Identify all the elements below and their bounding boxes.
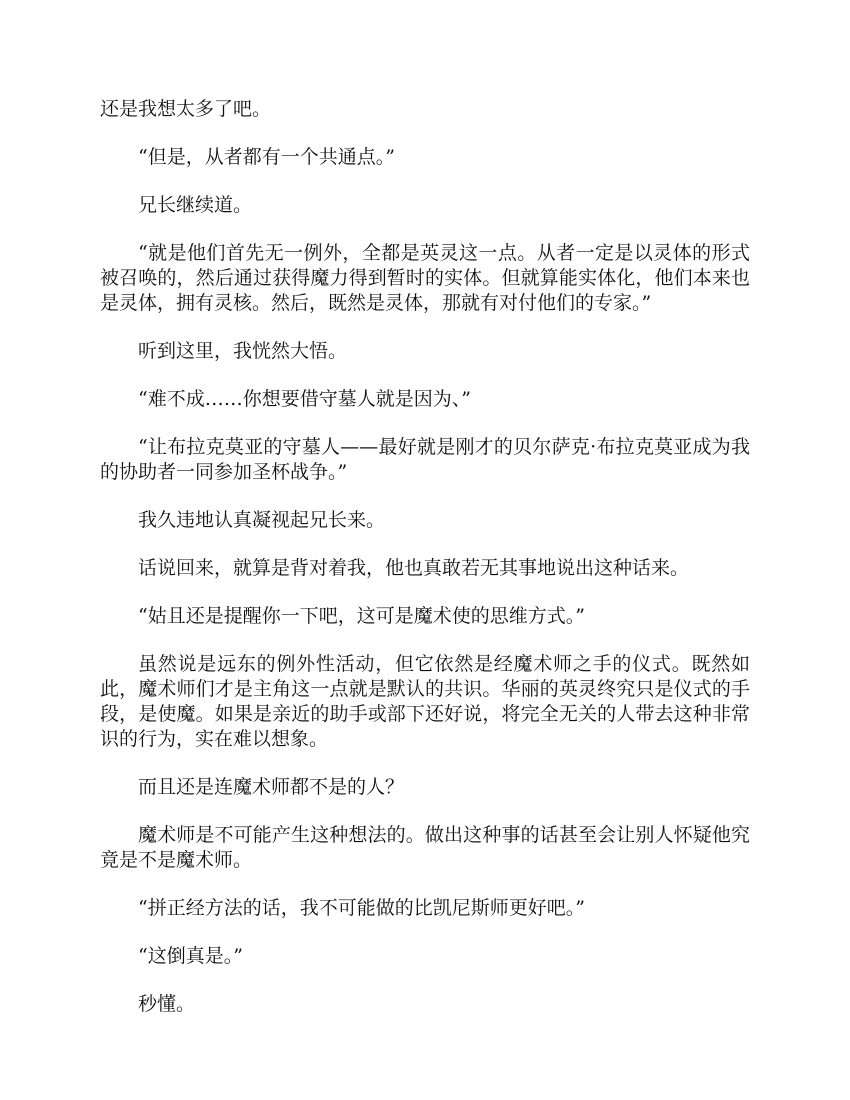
paragraph: 而且还是连魔术师都不是的人？ xyxy=(138,776,405,798)
paragraph: “就是他们首先无一例外，全都是英灵这一点。从者一定是以灵体的形式被召唤的，然后通过获得魔力得到暂时的实体。但就算能实体化，他们本来也是灵体，拥有灵核。然后，既然是灵体，那就有对付他们的专家。” xyxy=(100,242,750,314)
paragraph: “让布拉克莫亚的守墓人——最好就是刚才的贝尔萨克·布拉克莫亚成为我的协助者一同参加圣杯战争。” xyxy=(100,436,750,483)
paragraph: “这倒真是。” xyxy=(138,945,243,967)
body-text xyxy=(100,97,750,1040)
paragraph: 兄长继续道。 xyxy=(138,194,253,216)
paragraph: “难不成……你想要借守墓人就是因为、” xyxy=(138,388,471,410)
paragraph: 听到这里，我恍然大悟。 xyxy=(138,340,348,362)
paragraph: 还是我想太多了吧。 xyxy=(100,98,272,120)
paragraph: 话说回来，就算是背对着我，他也真敢若无其事地说出这种话来。 xyxy=(138,557,690,579)
paragraph: “但是，从者都有一个共通点。” xyxy=(138,146,395,168)
paragraph: 我久违地认真凝视起兄长来。 xyxy=(138,509,386,531)
paragraph: “姑且还是提醒你一下吧，这可是魔术使的思维方式。” xyxy=(138,605,585,627)
paragraph: 秒懂。 xyxy=(138,993,196,1015)
paragraph: “拼正经方法的话，我不可能做的比凯尼斯师更好吧。” xyxy=(138,897,585,919)
paragraph: 魔术师是不可能产生这种想法的。做出这种事的话甚至会让别人怀疑他究竟是不是魔术师。 xyxy=(100,824,750,871)
paragraph: 虽然说是远东的例外性活动，但它依然是经魔术师之手的仪式。既然如此，魔术师们才是主角这一点就是默认的共识。华丽的英灵终究只是仪式的手段，是使魔。如果是亲近的助手或部下还好说，将完全无关的人带去这种非常识的行为，实在难以想象。 xyxy=(100,653,750,750)
